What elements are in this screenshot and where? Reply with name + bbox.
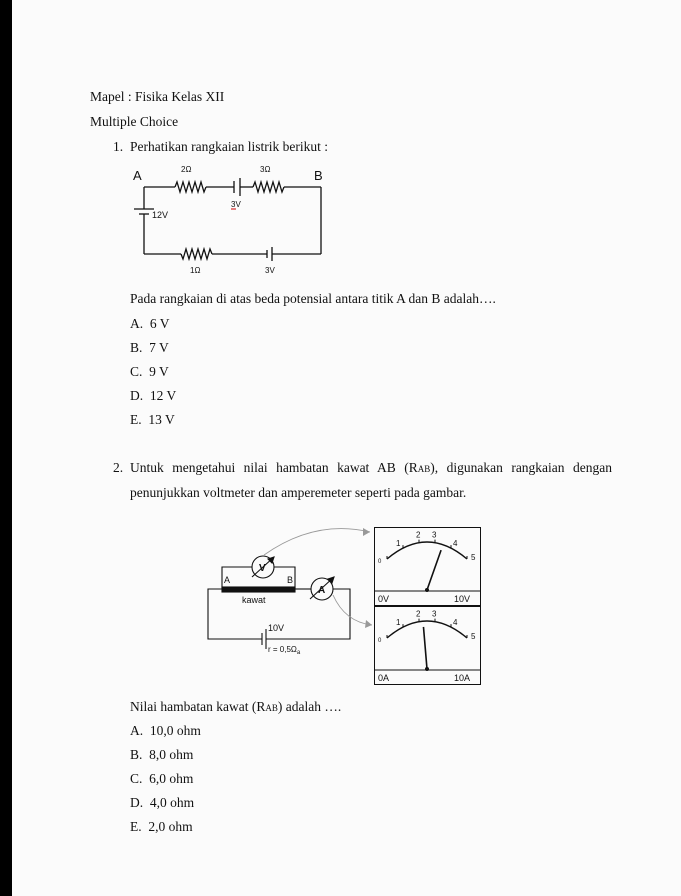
- document-page: [12, 0, 681, 896]
- q2-ammeter-tick-label: 3: [432, 609, 437, 619]
- q2-text-line2: penunjukkan voltmeter dan amperemeter seperti pada gambar.: [130, 485, 467, 500]
- q1-option-d: D. 12 V: [130, 388, 177, 403]
- q1-prompt: Pada rangkaian di atas beda potensial antara titik A dan B adalah….: [130, 291, 496, 306]
- q2-emf-label: 10V: [268, 623, 285, 633]
- q2-number: 2.: [113, 460, 124, 475]
- section-heading: Multiple Choice: [90, 114, 179, 129]
- q2-ammeter-max-label: 10A: [454, 673, 471, 683]
- q2-ammeter-min-label: 0A: [378, 673, 390, 683]
- q2-ammeter-label: A: [318, 585, 326, 596]
- q2-voltmeter-max-label: 10V: [454, 594, 471, 604]
- q2-option-d: D. 4,0 ohm: [130, 795, 195, 810]
- q2-voltmeter-tick-label: 3: [432, 530, 437, 540]
- q2-voltmeter-label: V: [259, 563, 266, 574]
- q2-ammeter-tick-label: 2: [416, 609, 421, 619]
- q2-option-c: C. 6,0 ohm: [130, 771, 194, 786]
- q1-intro: Perhatikan rangkaian listrik berikut :: [130, 139, 328, 154]
- q2-wire-ab: [222, 587, 295, 592]
- q2-ammeter-tick-label: 4: [453, 618, 458, 628]
- q1-circuit-diagram: [130, 158, 330, 282]
- q2-wire-label: kawat: [242, 595, 266, 605]
- q2-prompt: Nilai hambatan kawat (RAB) adalah ….: [130, 699, 342, 714]
- q2-option-b: B. 8,0 ohm: [130, 747, 194, 762]
- q2-circuit-diagram: [200, 527, 380, 667]
- q1-node-b: B: [314, 168, 323, 183]
- q2-voltmeter-tick-label: 2: [416, 530, 421, 540]
- q1-r1-label: 2Ω: [181, 165, 192, 174]
- q2-ammeter-tick-label: 1: [396, 618, 401, 628]
- q1-option-a: A. 6 V: [130, 316, 170, 331]
- q1-option-c: C. 9 V: [130, 364, 169, 379]
- q2-node-b: B: [287, 575, 294, 585]
- q2-node-a: A: [224, 575, 231, 585]
- q1-node-a: A: [133, 168, 142, 183]
- q2-voltmeter-tick-label: 1: [396, 539, 401, 549]
- q2-ammeter-tick-label: 0: [378, 638, 382, 644]
- q1-number: 1.: [113, 139, 124, 154]
- q1-e2-label: 12V: [152, 210, 169, 220]
- q2-option-a: A. 10,0 ohm: [130, 723, 201, 738]
- q1-option-b: B. 7 V: [130, 340, 169, 355]
- q2-voltmeter-min-label: 0V: [378, 594, 390, 604]
- q2-text-line1: Untuk mengetahui nilai hambatan kawat AB (RAB), digunakan rangkaian dengan: [130, 460, 612, 475]
- q2-option-e: E. 2,0 ohm: [130, 819, 193, 834]
- q2-voltmeter-tick-label: 4: [453, 539, 458, 549]
- q1-e3-label: 3V: [265, 266, 275, 275]
- q2-voltmeter-scale: [374, 527, 482, 607]
- q2-ammeter-tick-label: 5: [471, 632, 476, 641]
- q1-option-e: E. 13 V: [130, 412, 175, 427]
- q2-internal-r-label: $r = 0,5\Omega_a$: [268, 645, 301, 656]
- q2-voltmeter-tick-label: 5: [471, 553, 476, 562]
- subject-heading: Mapel : Fisika Kelas XII: [90, 89, 225, 104]
- q1-r3-label: 1Ω: [190, 266, 201, 275]
- q1-resistor-3ohm: [253, 182, 284, 192]
- q1-e1-label: 3V: [231, 200, 241, 209]
- q1-r2-label: 3Ω: [260, 165, 271, 174]
- q2-voltmeter-tick-label: 0: [378, 559, 382, 565]
- q2-ammeter-scale: [374, 606, 482, 686]
- q1-resistor-2ohm: [175, 182, 206, 192]
- q1-resistor-1ohm: [181, 249, 212, 259]
